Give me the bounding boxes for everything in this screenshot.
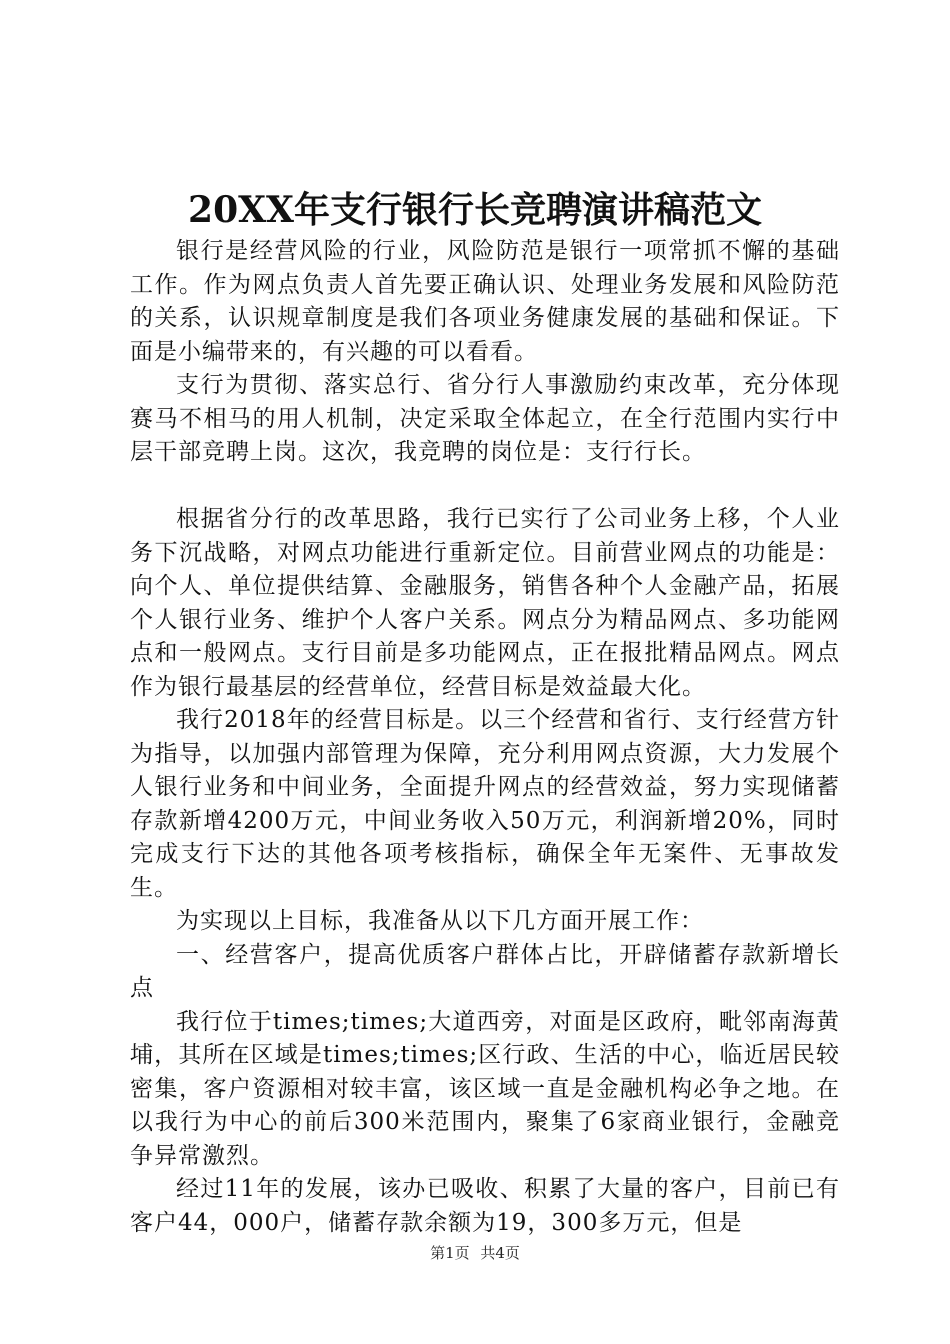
page-number: 第1页 xyxy=(430,1244,470,1262)
page-total: 共4页 xyxy=(480,1244,520,1262)
page-footer xyxy=(0,1243,950,1263)
paragraph-position: 支行为贯彻、落实总行、省分行人事激励约束改革，充分体现赛马不相马的用人机制，决定采取全体起立，在全行范围内实行中层干部竞聘上岗。这次，我竞聘的岗位是：支行行长。 xyxy=(130,372,840,465)
paragraph-reform: 根据省分行的改革思路，我行已实行了公司业务上移，个人业务下沉战略，对网点功能进行重新定位。目前营业网点的功能是：向个人、单位提供结算、金融服务，销售各种个人金融产品，拓展个人银行业务、维护个人客户关系。网点分为精品网点、多功能网点和一般网点。支行目前是多功能网点，正在报批精品网点。网点作为银行最基层的经营单位，经营目标是效益最大化。 xyxy=(130,506,840,700)
paragraph-goals: 我行2018年的经营目标是。以三个经营和省行、支行经营方针为指导，以加强内部管理为保障，充分利用网点资源，大力发展个人银行业务和中间业务，全面提升网点的经营效益，努力实现储蓄存款新增4200万元，中间业务收入50万元，利润新增20%，同时完成支行下达的其他各项考核指标，确保全年无案件、无事故发生。 xyxy=(130,707,840,901)
paragraph-history: 经过11年的发展，该办已吸收、积累了大量的客户，目前已有客户44，000户，储蓄存款余额为19，300多万元，但是 xyxy=(130,1176,840,1236)
paragraph-section-heading: 一、经营客户，提高优质客户群体占比，开辟储蓄存款新增长点 xyxy=(130,941,840,1001)
document-body xyxy=(130,235,840,1240)
paragraph-intro: 银行是经营风险的行业，风险防范是银行一项常抓不懈的基础工作。作为网点负责人首先要正确认识、处理业务发展和风险防范的关系，认识规章制度是我们各项业务健康发展的基础和保证。下面是小编带来的，有兴趣的可以看看。 xyxy=(130,238,840,365)
paragraph-plan-intro: 为实现以上目标，我准备从以下几方面开展工作： xyxy=(176,908,704,934)
paragraph-spacer xyxy=(130,470,840,504)
paragraph-location: 我行位于times;times;大道西旁，对面是区政府，毗邻南海黄埔，其所在区域是times;times;区行政、生活的中心，临近居民较密集，客户资源相对较丰富，该区域一直是金融机构必争之地。在以我行为中心的前后300米范围内，聚集了6家商业银行，金融竞争异常激烈。 xyxy=(130,1008,840,1169)
document-title: 20XX年支行银行长竞聘演讲稿范文 xyxy=(188,189,762,231)
